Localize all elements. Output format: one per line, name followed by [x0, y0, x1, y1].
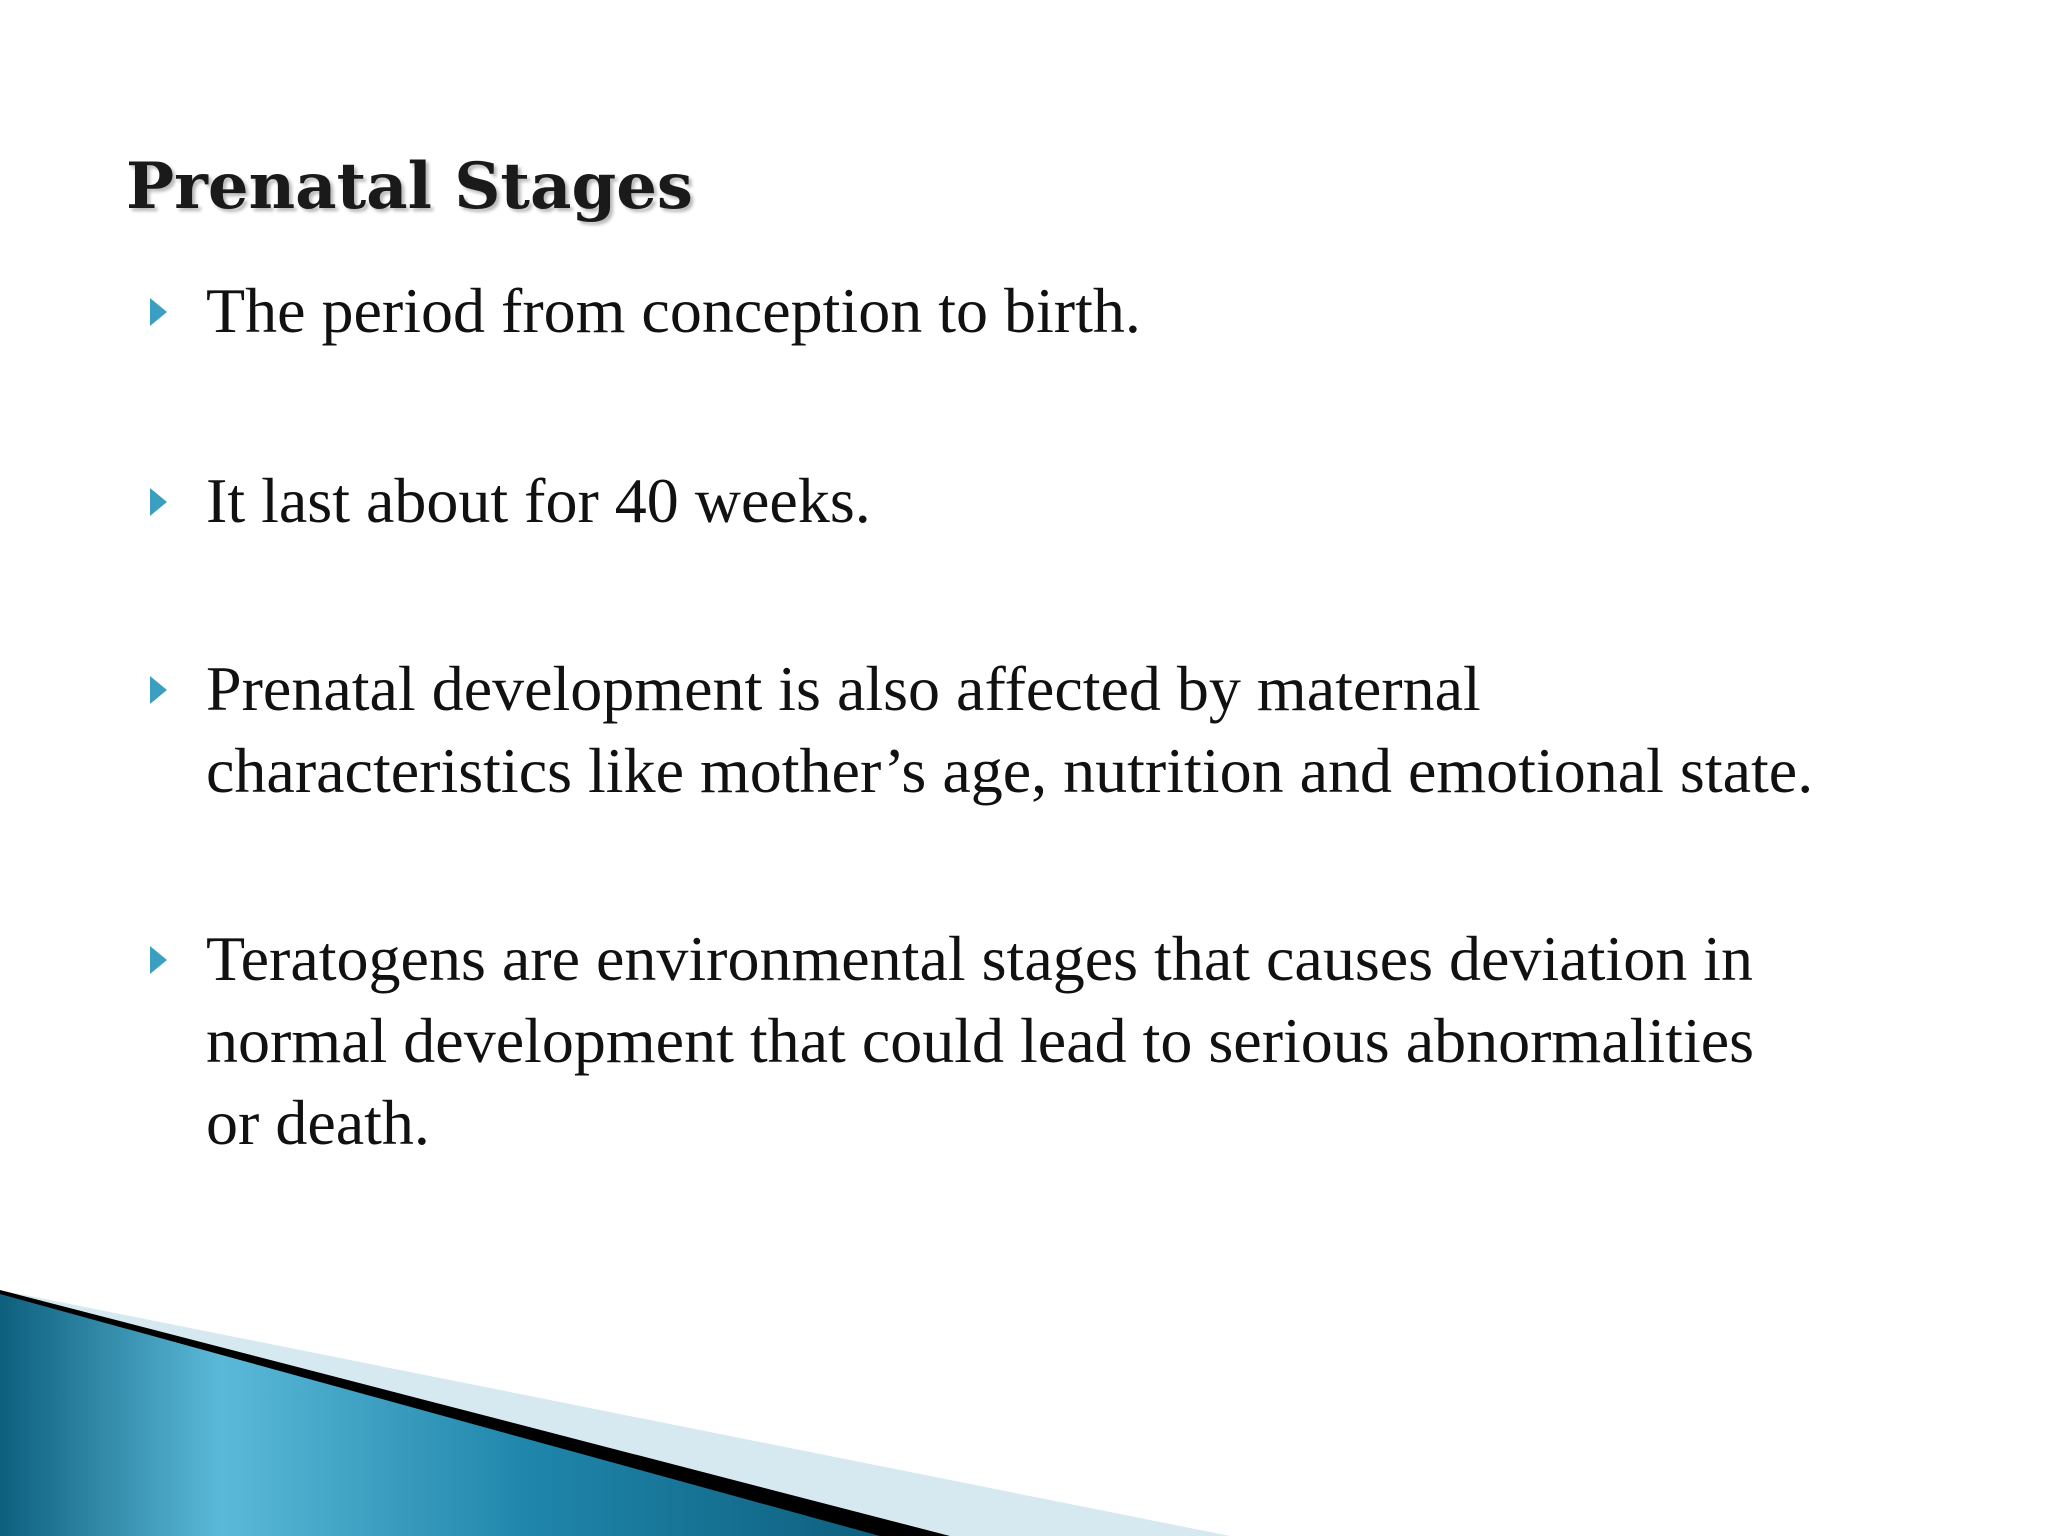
bullet-text: [206, 460, 1966, 542]
triangle-right-icon: [150, 676, 167, 704]
bullet-line: The period from conception to birth.: [206, 275, 1141, 346]
slide-title: Prenatal Stages: [126, 149, 693, 224]
bullet-line: Prenatal development is also affected by maternal: [206, 653, 1481, 724]
bullet-line: characteristics like mother’s age, nutrition and emotional state.: [206, 735, 1814, 806]
bullet-line: Teratogens are environmental stages that causes deviation in: [206, 923, 1753, 994]
slide-corner-decoration: [0, 1290, 2048, 1536]
bullet-line: normal development that could lead to serious abnormalities: [206, 1005, 1755, 1076]
bullet-line: It last about for 40 weeks.: [206, 465, 871, 536]
bullet-text: [206, 270, 1966, 352]
triangle-right-icon: [150, 298, 167, 326]
bullet-text: [206, 648, 1966, 812]
bullet-text: [206, 918, 1966, 1164]
triangle-right-icon: [150, 488, 167, 516]
bullet-line: or death.: [206, 1087, 430, 1158]
triangle-right-icon: [150, 946, 167, 974]
